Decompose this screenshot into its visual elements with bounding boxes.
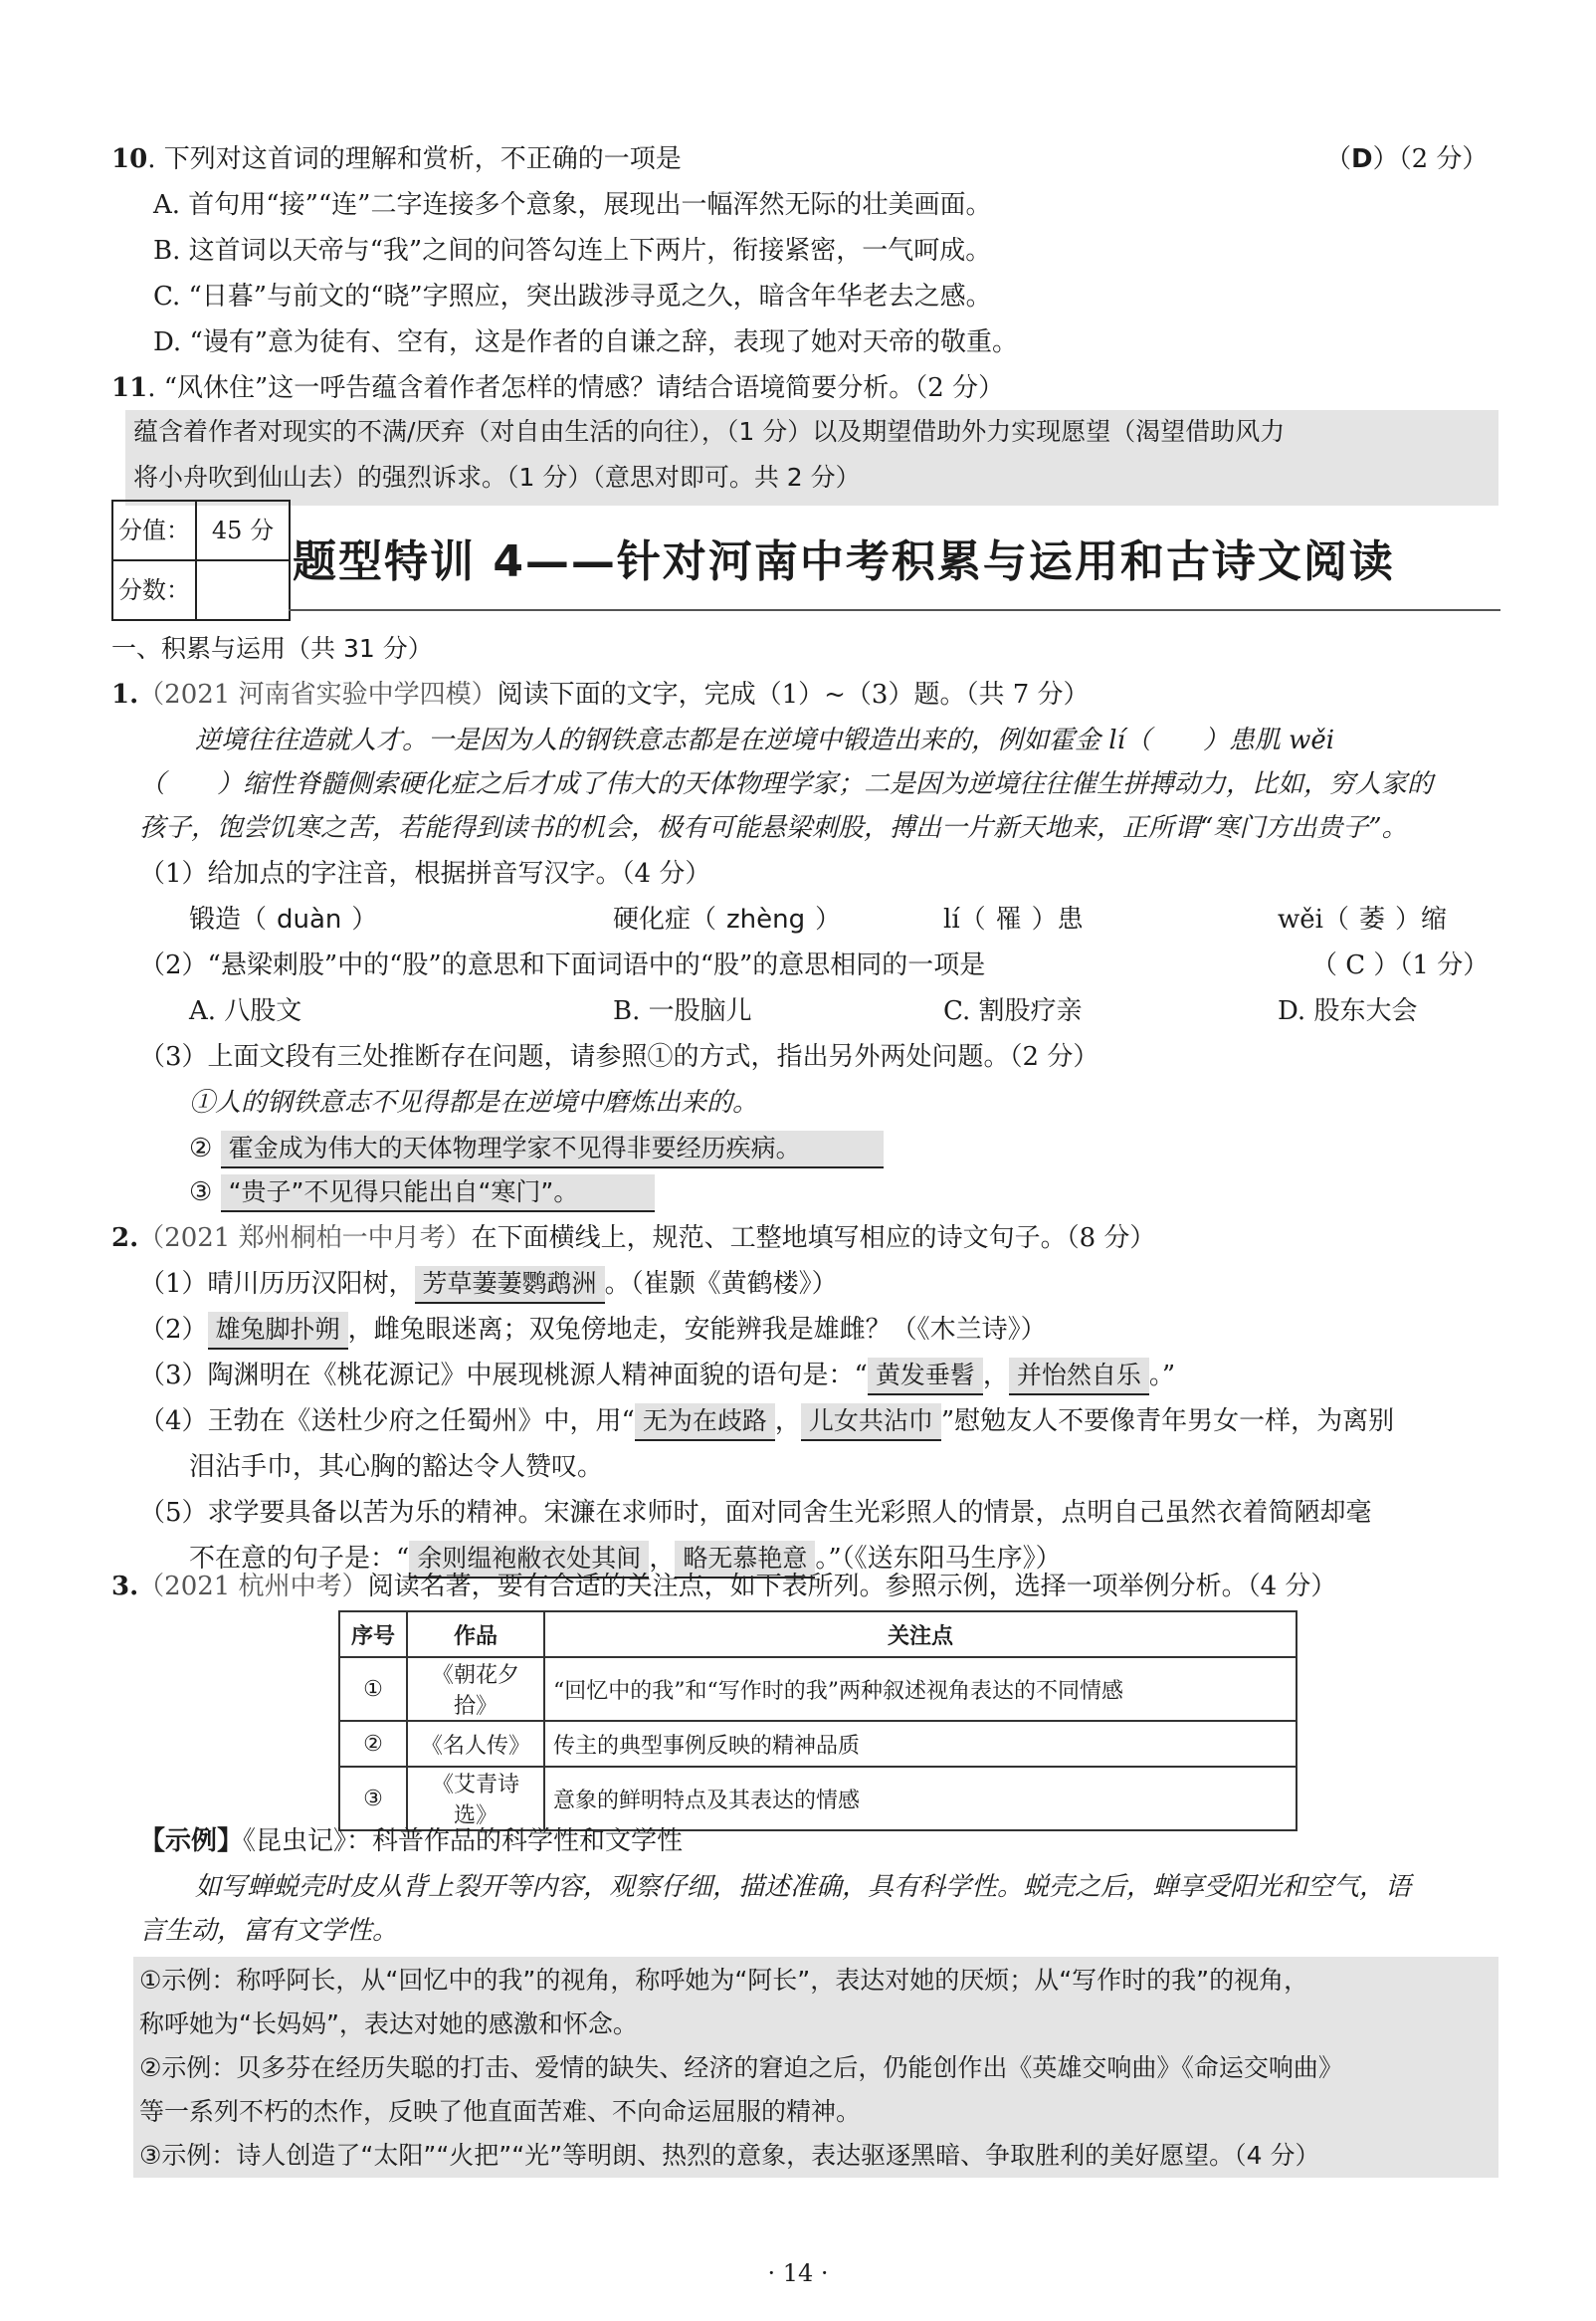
q1-sub2-option-b: B. 一股脑儿 [613,996,752,1026]
q3-stem-text: 阅读名著，要有合适的关注点，如下表所列。参照示例，选择一项举例分析。（4 分） [367,1572,1337,1601]
q10-answer-close: ）（2 分） [1372,144,1489,174]
score-label: 分数： [113,561,197,620]
q10-option-a: A. 首句用“接”“连”二字连接多个意象，展现出一幅浑然无际的壮美画面。 [153,190,992,220]
q1-sub3-example: ①人的钢铁意志不见得都是在逆境中磨炼出来的。 [189,1088,759,1118]
q2-item-5-answer-b: 略无慕艳意 [675,1541,815,1579]
q10-answer: D [1351,144,1373,174]
q1-source: （2021 河南省实验中学四模） [138,680,498,710]
q2-item-2: （2） 雄兔脚扑朔 ，雌兔眼迷离；双兔傍地走，安能辨我是雄雌？（《木兰诗》） [139,1312,1047,1350]
q10-answer-line [1325,141,1488,177]
q1-sub1-answer-4: 萎 [1358,905,1385,935]
q11-number: 11 [111,373,148,403]
q1-sub1-item-3: lí（ 罹 ）患 [943,905,1084,935]
table-header: 序号 [339,1611,407,1657]
part1-heading: 一、积累与运用（共 31 分） [111,634,433,663]
q2-item-4-cont: 泪沾手巾，其心胸的豁达令人赞叹。 [189,1452,604,1482]
q10-option-d: D. “谩有”意为徒有、空有，这是作者的自谦之辞，表现了她对天帝的敬重。 [153,327,1019,357]
q1-sub2-answer: （ C ）（1 分） [1311,950,1490,980]
table-row: ③ 《艾青诗选》 意象的鲜明特点及其表达的情感 [339,1767,1297,1830]
q2-item-4-answer-b: 儿女共沾巾 [801,1403,941,1441]
q2-stem: 在下面横线上，规范、工整地填写相应的诗文句子。（8 分） [471,1223,1156,1253]
table-header: 关注点 [544,1611,1297,1657]
q2-item-4: （4）王勃在《送杜少府之任蜀州》中，用“ 无为在歧路 ， 儿女共沾巾 ”慰勉友人不要像青年男女一样，为离别 [139,1403,1394,1441]
q1-passage-line-2: （ ）缩性脊髓侧索硬化症之后才成了伟大的天体物理学家；二是因为逆境往往催生拼搏动力，比如，穷人家的 [139,769,1434,799]
score-value: 45 分 [211,517,275,544]
q1-passage-line-1: 逆境往往造就人才。一是因为人的钢铁意志都是在逆境中锻造出来的，例如霍金 lí（ ）患肌 wěi [195,726,1335,755]
q2-item-5-cont: 不在意的句子是：“ 余则缊袍敝衣处其间 ， 略无慕艳意 。”（《送东阳马生序》） [189,1541,1062,1579]
q3-answer-line-4: 等一系列不朽的杰作，反映了他直面苦难、不向命运屈服的精神。 [139,2097,862,2126]
q1-sub3-answer-2: 霍金成为伟大的天体物理学家不见得非要经历疾病。 [221,1131,884,1168]
q2-item-1-answer: 芳草萋萋鹦鹉洲 [415,1266,605,1304]
q2-item-3: （3）陶渊明在《桃花源记》中展现桃源人精神面貌的语句是：“ 黄发垂髫 ， 并怡然自乐 。” [139,1358,1175,1395]
score-box [111,500,291,621]
q2-source: （2021 郑州桐柏一中月考） [138,1223,472,1253]
q3-example-title: 《昆虫记》：科普作品的科学性和文学性 [243,1826,684,1856]
q10-stem: . 下列对这首词的理解和赏析，不正确的一项是 [147,144,682,174]
q2-item-1: （1）晴川历历汉阳树， 芳草萋萋鹦鹉洲 。（崔颢《黄鹤楼》） [139,1266,838,1304]
section-title-rule [289,609,1500,611]
q1-number: 1 [111,680,130,710]
q2-item-2-answer: 雄兔脚扑朔 [208,1312,348,1350]
q1-sub1-item-1: 锻造（ duàn ） [189,905,378,935]
q1-sub1-item-4: wěi（ 萎 ）缩 [1278,905,1447,935]
q1-sub1-answer-2: zhèng [726,905,806,935]
q2-item-3-answer-a: 黄发垂髫 [868,1358,983,1395]
q11-stem-line [111,370,1004,406]
q11-answer-line-2: 将小舟吹到仙山去）的强烈诉求。（1 分）（意思对即可。共 2 分） [133,463,861,492]
q1-sub3-answer-3-line: ③ “贵子”不见得只能出自“寒门”。 [189,1174,655,1212]
q3-number: 3 [111,1572,130,1601]
q1-sub3-answer-3: “贵子”不见得只能出自“寒门”。 [221,1174,655,1212]
score-field[interactable] [197,561,289,620]
q3-example-label: 【示例】 [139,1826,244,1856]
section-title: 题型特训 4——针对河南中考积累与运用和古诗文阅读 [293,536,1395,587]
table-row: ① 《朝花夕拾》 “回忆中的我”和“写作时的我”两种叙述视角表达的不同情感 [339,1657,1297,1721]
q10-answer-open: （ [1325,144,1352,174]
q2-stem-line: 2.（2021 郑州桐柏一中月考）在下面横线上，规范、工整地填写相应的诗文句子。（8 分） [111,1223,1156,1253]
q3-source: （2021 杭州中考） [138,1572,368,1601]
q10-option-c: C. “日暮”与前文的“晓”字照应，突出跋涉寻觅之久，暗含年华老去之感。 [153,282,992,312]
q1-passage-line-3: 孩子，饱尝饥寒之苦，若能得到读书的机会，极有可能悬梁刺股，搏出一片新天地来，正所谓“寒门方出贵子”。 [139,813,1408,843]
q3-stem: 3.（2021 杭州中考）阅读名著，要有合适的关注点，如下表所列。参照示例，选择一项举例分析。（4 分） [111,1572,1337,1601]
table-header: 作品 [407,1611,544,1657]
table-row: ② 《名人传》 传主的典型事例反映的精神品质 [339,1721,1297,1767]
q2-item-4-answer-a: 无为在歧路 [635,1403,775,1441]
q1-sub1-stem: （1）给加点的字注音，根据拼音写汉字。（4 分） [139,859,711,889]
q1-sub3-stem: （3）上面文段有三处推断存在问题，请参照①的方式，指出另外两处问题。（2 分） [139,1042,1099,1072]
q1-sub2-option-c: C. 割股疗亲 [943,996,1083,1026]
q10-number: 10 [111,144,148,174]
q2-item-3-answer-b: 并怡然自乐 [1009,1358,1149,1395]
q1-stem: 阅读下面的文字，完成（1）~（3）题。（共 7 分） [497,680,1090,710]
q10-option-b: B. 这首词以天帝与“我”之间的问答勾连上下两片，衔接紧密，一气呵成。 [153,236,992,266]
q2-item-5: （5）求学要具备以苦为乐的精神。宋濂在求师时，面对同舍生光彩照人的情景，点明自己虽然衣着简陋却毫 [139,1498,1372,1528]
q10-stem-line [111,141,682,177]
page-number: · 14 · [767,2259,829,2287]
q11-answer-line-1: 蕴含着作者对现实的不满/厌弃（对自由生活的向往），（1 分）以及期望借助外力实现愿望（渴望借助风力 [133,417,1286,446]
q3-example-line-2: 言生动，富有文学性。 [139,1916,399,1946]
q1-stem-line: 1.（2021 河南省实验中学四模）阅读下面的文字，完成（1）~（3）题。（共 7 分） [111,680,1090,710]
focus-table [338,1610,1297,1831]
q3-example-heading [139,1823,683,1859]
q3-answer-line-5: ③示例：诗人创造了“太阳”“火把”“光”等明朗、热烈的意象，表达驱逐黑暗、争取胜利的美好愿望。（4 分） [139,2141,1320,2170]
q1-sub1-answer-1: duàn [277,905,342,935]
q1-sub1-answer-3: 罹 [995,905,1022,935]
q3-answer-line-3: ②示例：贝多芬在经历失聪的打击、爱情的缺失、经济的窘迫之后，仍能创作出《英雄交响曲》《命运交响曲》 [139,2053,1343,2082]
q2-item-5-answer-a: 余则缊袍敝衣处其间 [409,1541,649,1579]
table-header-row [339,1611,1297,1657]
q11-stem: . “风休住”这一呼告蕴含着作者怎样的情感？请结合语境简要分析。（2 分） [147,373,1005,403]
q3-answer-line-1: ①示例：称呼阿长，从“回忆中的我”的视角，称呼她为“阿长”，表达对她的厌烦；从“写作时的我”的视角， [139,1966,1309,1995]
q1-sub2-stem: （2）“悬梁刺股”中的“股”的意思和下面词语中的“股”的意思相同的一项是 [139,950,986,980]
q1-sub3-answer-2-line: ② 霍金成为伟大的天体物理学家不见得非要经历疾病。 [189,1131,884,1168]
q1-sub1-item-2: 硬化症（ zhèng ） [613,905,842,935]
q2-number: 2 [111,1223,130,1253]
q3-example-line-1: 如写蝉蜕壳时皮从背上裂开等内容，观察仔细，描述准确，具有科学性。蜕壳之后，蝉享受阳光和空气，语 [195,1872,1412,1902]
q1-sub2-option-d: D. 股东大会 [1278,996,1418,1026]
q1-sub2-option-a: A. 八股文 [189,996,302,1026]
score-value-label: 分值： [113,502,197,560]
q3-answer-line-2: 称呼她为“长妈妈”，表达对她的感激和怀念。 [139,2009,638,2038]
